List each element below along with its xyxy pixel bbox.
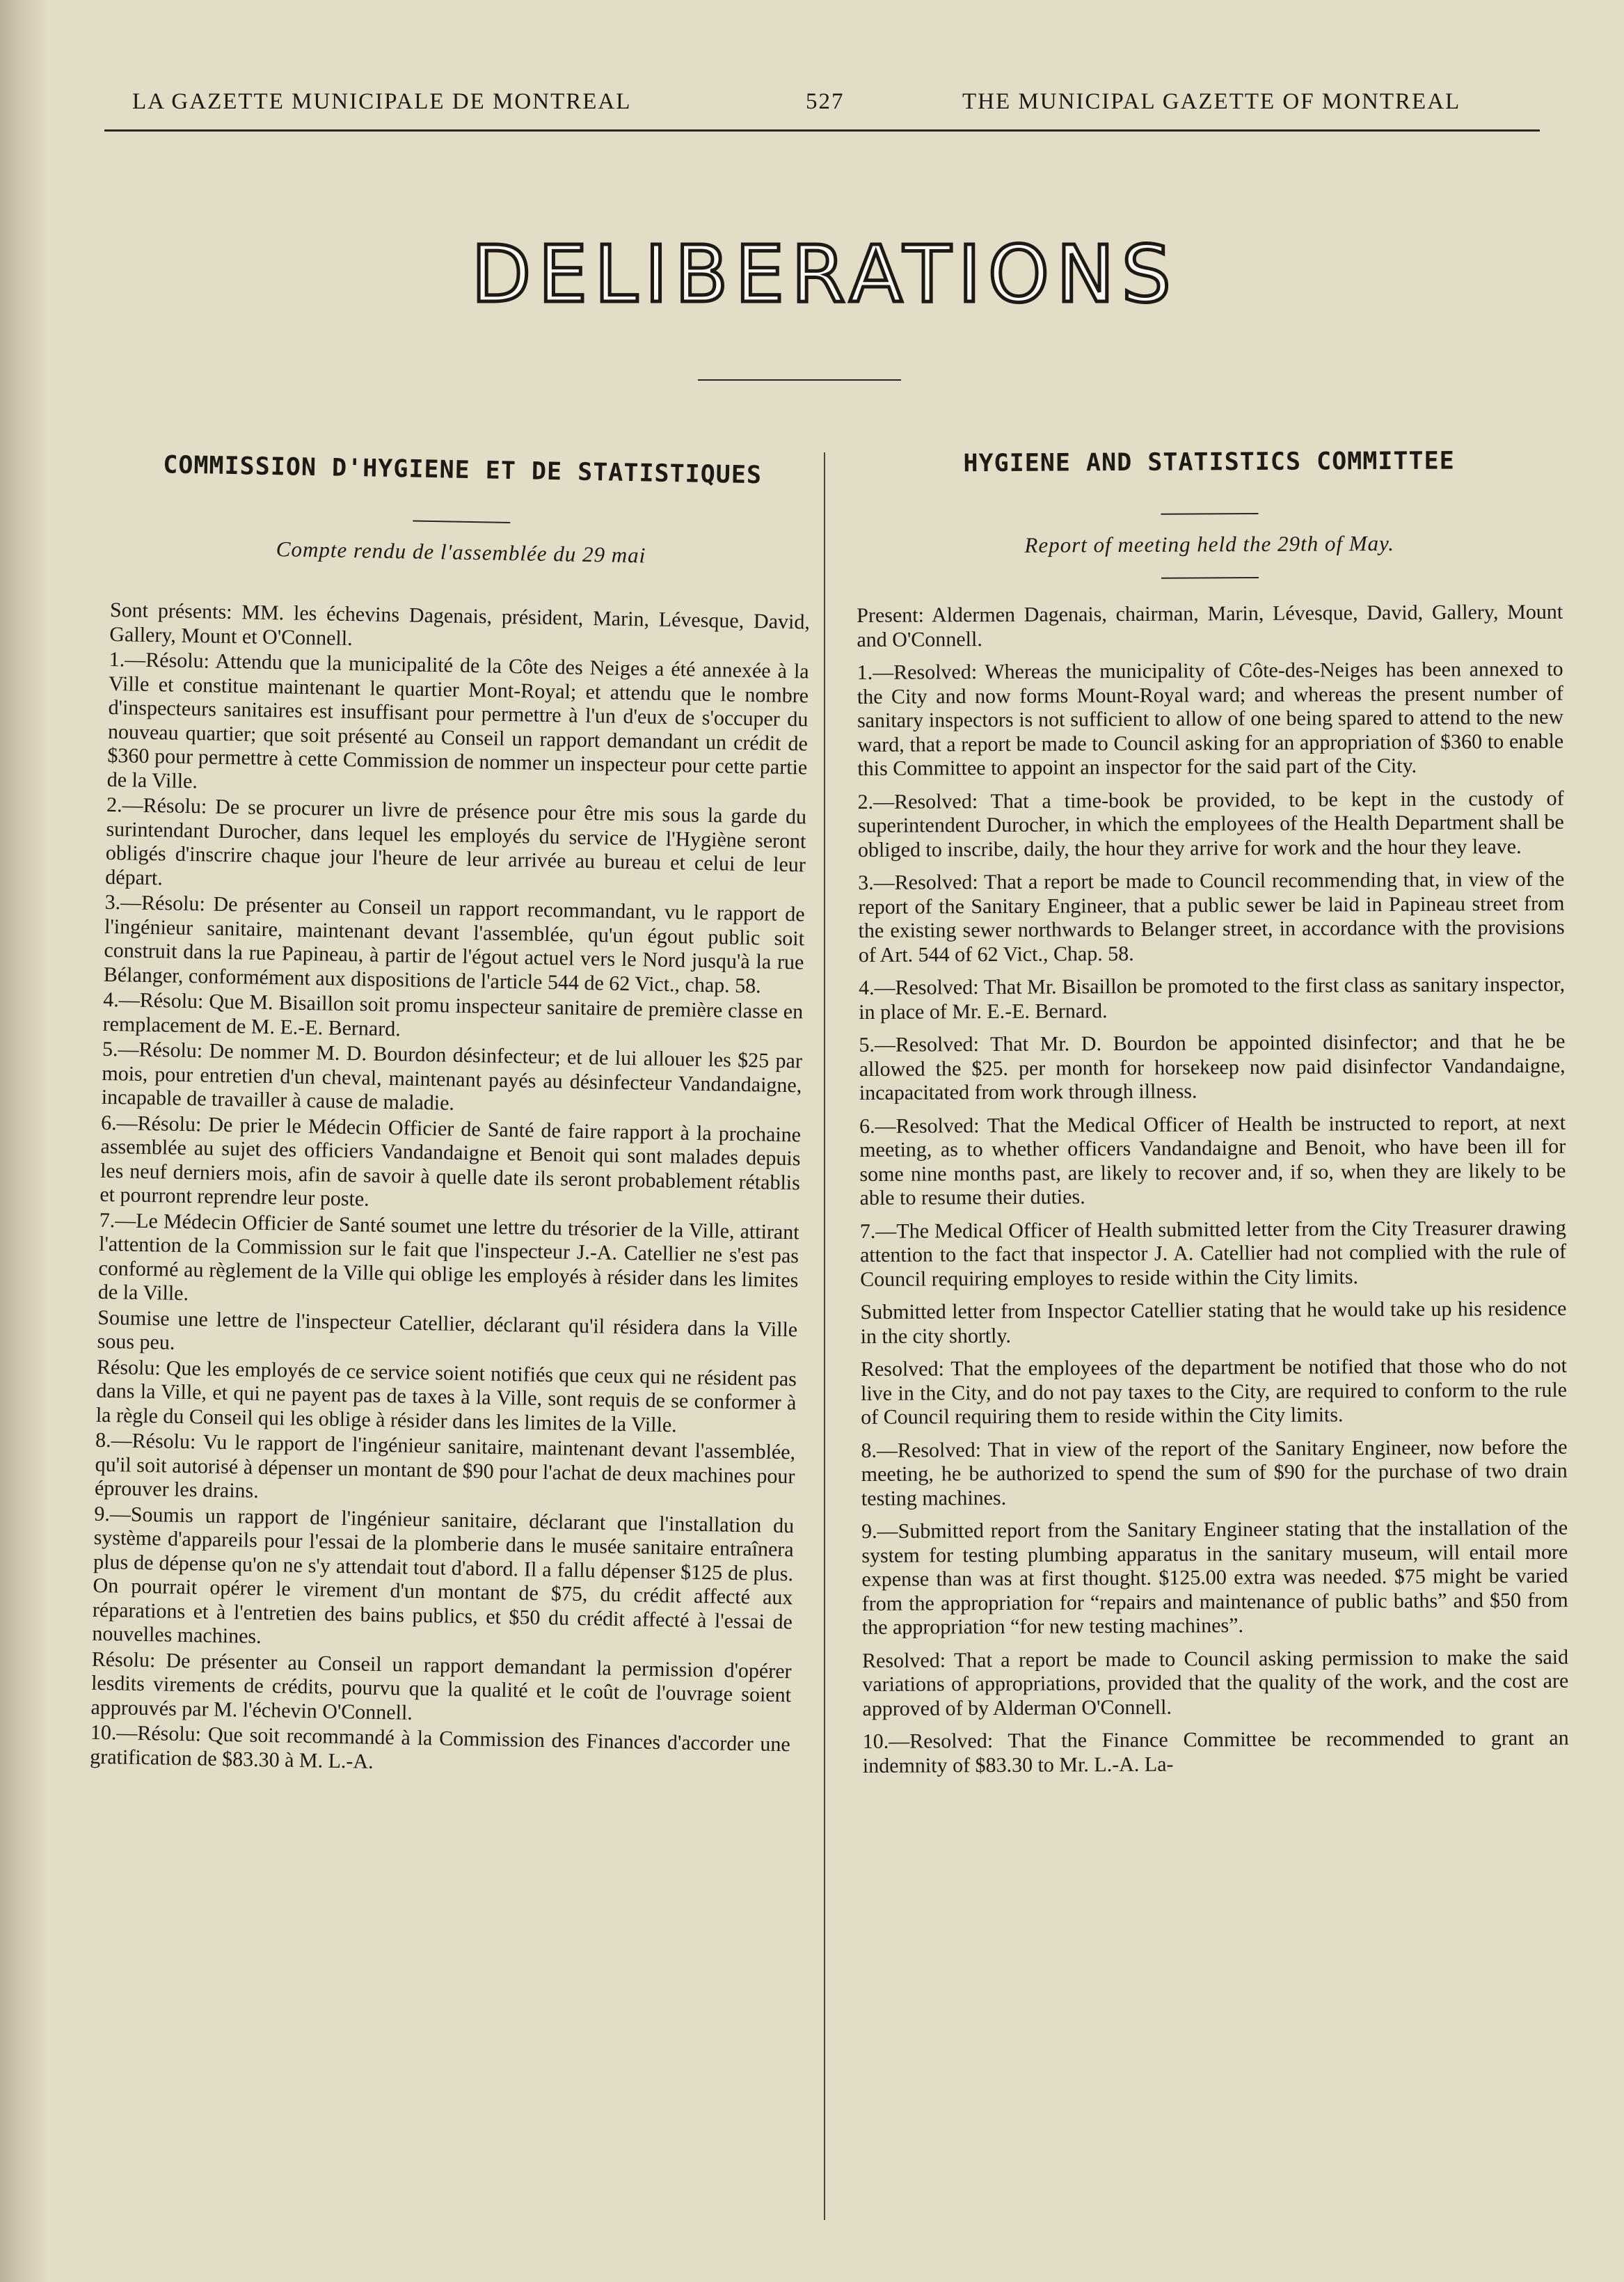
french-heading: COMMISSION D'HYGIENE ET DE STATISTIQUES [162,451,763,490]
french-paragraph: 10.—Résolu: Que soit recommandé à la Commission des Finances d'accorder une gratification de $83.30 à M. L.-A. [90,1720,791,1773]
french-paragraph: 8.—Résolu: Vu le rapport de l'ingénieur sanitaire, maintenant devant l'assemblée, qu'il soit autorisé à dépenser un montant de $90 pour l'achat de deux machines pour éprouver les drains. [94,1428,796,1503]
column-divider [824,452,825,2220]
english-paragraph: 9.—Submitted report from the Sanitary Engineer stating that the installation of the system for testing plumbing apparatus in the sanitary museum, will entail more expense than was at first thought. $125.00 extra was needed. $75 might be varied from the appropriation for “repairs and maintenance of public baths” and $50 from the appropriation “for new testing machines”. [861,1516,1568,1639]
english-paragraph: Present: Aldermen Dagenais, chairman, Marin, Lévesque, David, Gallery, Mount and O'Connell. [857,600,1563,651]
french-paragraph: 1.—Résolu: Attendu que la municipalité de la Côte des Neiges a été annexée à la Ville et constitue maintenant le quartier Mont-Royal; et attendu que le nombre d'inspecteurs sanitaires est insuffisant pour permettre à l'un d'eux de s'occuper du nouveau quartier; que soit présenté au Conseil un rapport demandant un crédit de $360 pour permettre à cette Commission de nommer un inspecteur pour cette partie de la Ville. [106,647,809,793]
english-paragraph: 6.—Resolved: That the Medical Officer of Health be instructed to report, at next meeting, as to whether officers Vandandaigne and Benoit, who have been ill for some nine months past, are likely to recover and, if so, when they are likely to be able to resume their duties. [859,1111,1566,1210]
french-paragraph: 4.—Résolu: Que M. Bisaillon soit promu inspecteur sanitaire de première classe en remplacement de M. E.-E. Bernard. [102,988,804,1040]
french-heading-rule [413,520,510,523]
french-paragraph: 6.—Résolu: De prier le Médecin Officier de Santé de faire rapport à la prochaine assemblée au sujet des officiers Vandandaigne et Benoit qui sont malades depuis les neuf derniers mois, afin de savoir à quelle date ils seront probablement rétablis et pourront reprendre leur poste. [99,1111,802,1211]
english-column [856,449,1569,1787]
english-paragraph: 3.—Resolved: That a report be made to Council recommending that, in view of the report of the Sanitary Engineer, that a public sewer be laid in Papineau street from the existing sewer northwards to Belanger street, in accordance with the provisions of Art. 544 of 62 Vict., Chap. 58. [858,867,1565,967]
header-rule [104,129,1540,132]
french-paragraph: 3.—Résolu: De présenter au Conseil un rapport recommandant, vu le rapport de l'ingénieur sanitaire, maintenant devant l'assemblée, qu'un égout public soit construit dans la rue Papineau, à partir de l'égout actuel vers le Nord jusqu'à la rue Bélanger, conformément aux dispositions de l'article 544 de 62 Vict., chap. 58. [103,890,805,997]
french-paragraph: 2.—Résolu: De se procurer un livre de présence pour être mis sous la garde du surintendant Durocher, dans lequel les employés du service de l'Hygiène seront obligés d'inscrire chaque jour l'heure de leur arrivée au bureau et celui de leur départ. [105,793,807,889]
french-column [90,452,813,1782]
page-title: DELIBERATIONS [471,230,1178,320]
french-paragraph: 5.—Résolu: De nommer M. D. Bourdon désinfecteur; et de lui allouer les $25 par mois, pour entretien d'un cheval, maintenant payés au désinfecteur Vandandaigne, incapable de travailler à cause de maladie. [101,1037,803,1115]
english-paragraph: 10.—Resolved: That the Finance Committee be recommended to grant an indemnity of $83.30 to Mr. L.-A. La- [862,1726,1569,1777]
french-paragraph: Sont présents: MM. les échevins Dagenais, président, Marin, Lévesque, David, Gallery, Mount et O'Connell. [109,598,811,650]
page-number: 527 [806,89,845,114]
english-paragraph: 7.—The Medical Officer of Health submitted letter from the City Treasurer drawing attention to the fact that inspector J. A. Catellier had not complied with the rule of Council requiring employes to reside within the City limits. [859,1216,1567,1291]
french-paragraph: Soumise une lettre de l'inspecteur Catellier, déclarant qu'il résidera dans la Ville sous peu. [97,1306,798,1354]
title-rule [698,379,901,381]
english-paragraph: 4.—Resolved: That Mr. Bisaillon be promoted to the first class as sanitary inspector, in place of Mr. E.-E. Bernard. [858,972,1566,1024]
english-paragraph: 8.—Resolved: That in view of the report of the Sanitary Engineer, now before the meeting, he be authorized to spend the sum of $90 for the purchase of two drain testing machines. [861,1435,1568,1510]
english-paragraph: Submitted letter from Inspector Catellier stating that he would take up his residence in the city shortly. [860,1297,1567,1348]
english-paragraph: 1.—Resolved: Whereas the municipality of Côte-des-Neiges has been annexed to the City and now forms Mount-Royal ward; and whereas the present number of sanitary inspectors is not sufficient to allow of one being spared to attend to the new ward, that a report be made to Council asking for an appropriation of $360 to enable this Committee to appoint an inspector for the said part of the City. [857,657,1564,780]
header-english-title: THE MUNICIPAL GAZETTE OF MONTREAL [962,89,1461,114]
french-paragraph: Résolu: De présenter au Conseil un rapport demandant la permission d'opérer lesdits virements de crédits, pourvu que la qualité et le coût de l'ouvrage soient approuvés par M. l'échevin O'Connell. [90,1647,792,1725]
english-heading-rule [1161,512,1258,514]
french-paragraph: 9.—Soumis un rapport de l'ingénieur sanitaire, déclarant que l'installation du système d'appareils pour l'essai de la plomberie dans le musée sanitaire entraînera plus de dépense qu'on ne s'y attendait tout d'abord. Il a fallu dépenser $125 de plus. On pourrait opérer le virement d'un montant de $75, du crédit affecté aux réparations et à l'entretien des bains publics, et $50 du crédit affecté à l'essai de nouvelles machines. [92,1502,795,1648]
english-paragraph: Resolved: That a report be made to Council asking permission to make the said variations of appropriations, provided that the quality of the work, and the cost are approved of by Alderman O'Connell. [862,1645,1569,1720]
french-paragraph: 7.—Le Médecin Officier de Santé soumet une lettre du trésorier de la Ville, attirant l'attention de la Commission sur le fait que l'inspecteur J.-A. Catellier ne s'est pas conformé au règlement de la Ville qui oblige les employés à résider dans les limites de la Ville. [97,1208,799,1306]
english-subheading-rule [1161,577,1258,579]
french-subheading: Compte rendu de l'assemblée du 29 mai [276,536,646,567]
english-heading: HYGIENE AND STATISTICS COMMITTEE [963,447,1455,478]
english-paragraph: Resolved: That the employees of the department be notified that those who do not live in the City, and do not pay taxes to the City, are required to conform to the rule of Council requiring them to reside within the City limits. [860,1354,1568,1429]
header-french-title: LA GAZETTE MUNICIPALE DE MONTREAL [132,89,632,114]
english-paragraph: 5.—Resolved: That Mr. D. Bourdon be appointed disinfector; and that he be allowed the $25. per month for horsekeep now paid disinfector Vandandaigne, incapacitated from work through illness. [859,1029,1566,1104]
page-gutter-shadow [0,0,49,2282]
french-paragraph: Résolu: Que les employés de ce service soient notifiés que ceux qui ne résident pas dans la Ville, et qui ne payent pas de taxes à la Ville, sont requis de se conformer à la règle du Conseil qui les oblige à résider dans les limites de la Ville. [95,1355,797,1436]
english-paragraph: 2.—Resolved: That a time-book be provided, to be kept in the custody of superintendent Durocher, in which the employees of the Health Department shall be obliged to inscribe, daily, the hour they arrive for work and the hour they leave. [857,786,1564,862]
english-subheading: Report of meeting held the 29th of May. [1024,530,1395,557]
